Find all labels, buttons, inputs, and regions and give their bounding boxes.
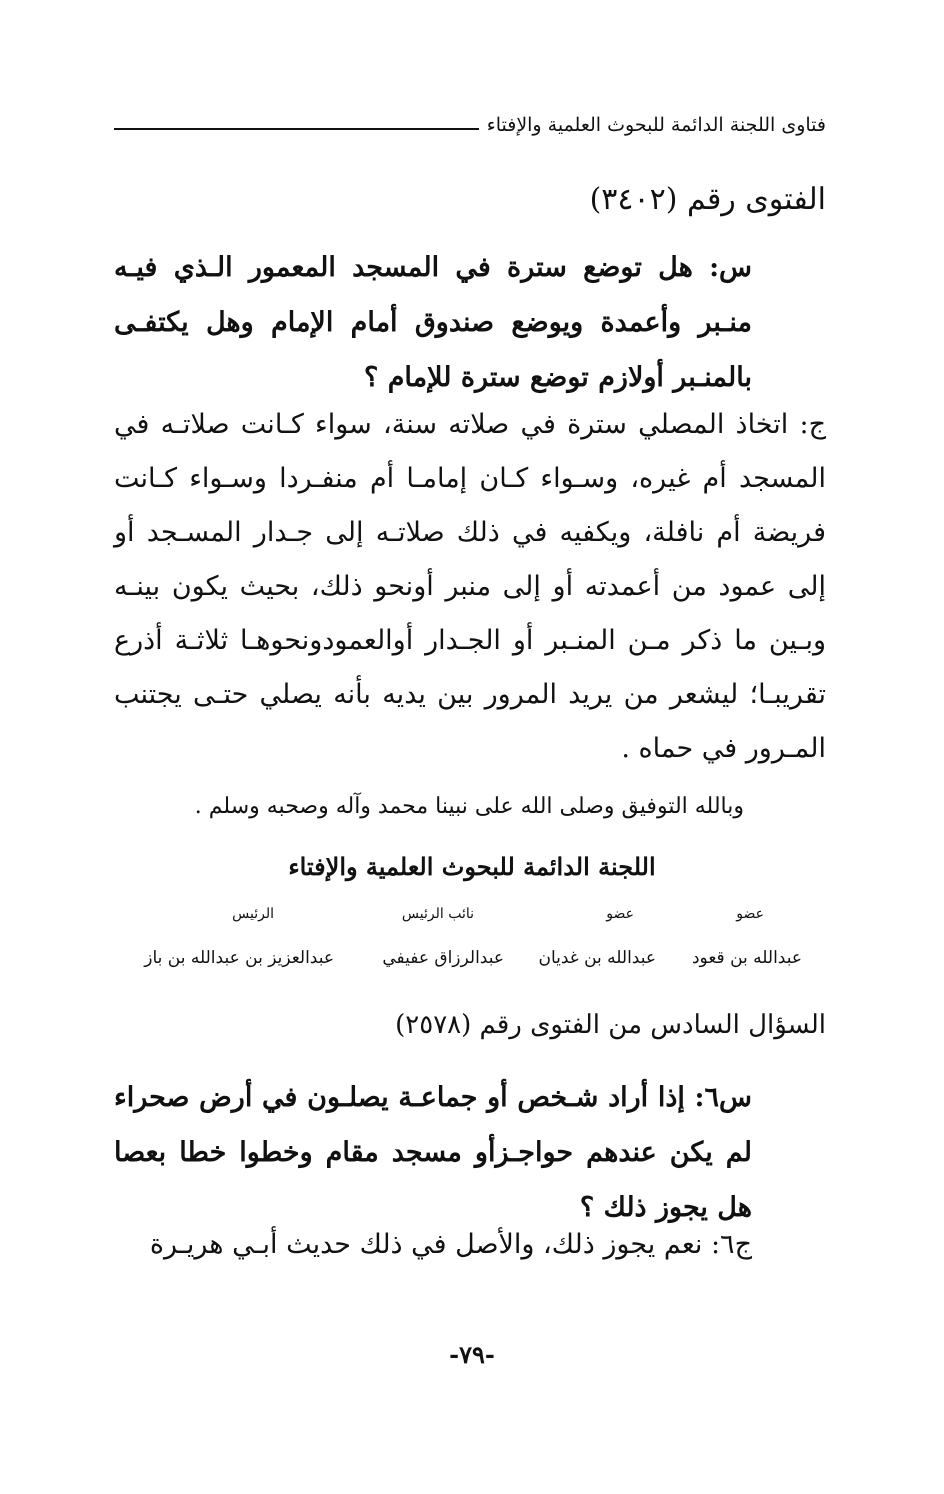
- signatory-name: عبدالله بن قعود: [691, 948, 802, 968]
- header-title: فتاوى اللجنة الدائمة للبحوث العلمية والإفتاء: [486, 114, 826, 136]
- second-question-heading: السؤال السادس من الفتوى رقم (٢٥٧٨): [395, 1010, 826, 1040]
- header-rule: [114, 128, 479, 130]
- signatory-role: نائب الرئيس: [401, 906, 474, 922]
- second-answer: ج٦: نعم يجوز ذلك، والأصل في ذلك حديث أبـي هريـرة: [149, 1229, 752, 1260]
- second-question: س٦: إذا أراد شـخص أو جماعـة يصلـون في أرض صحراء لم يكن عندهم حواجـزأو مسجد مقام وخطوا خطا بعصا هل يجوز ذلك ؟: [114, 1082, 752, 1223]
- signatory-name: عبدالرزاق عفيفي: [382, 948, 504, 968]
- fatwa-answer: ج: اتخاذ المصلي سترة في صلاته سنة، سواء كـانت صلاتـه في المسجد أم غيره، وسـواء كـان إمامـا أم منفـردا وسـواء كـانت فريضة أم نافلة، ويكفيه في ذلك صلاتـه إلى جـدار المسـجد أو إلى عمود من أعمدته أو إلى منبر أونحو ذلك، بحيث يكون بينـه وبـين ما ذكر مـن المنـبر أو الجـدار أوالعمودونحوهـا ثلاثـة أذرع تقريبـا؛ ليشعر من يريد المرور بين يديه بأنه يصلي حتـى يجتنب المـرور في حماه .: [114, 409, 826, 764]
- signatory-name: عبدالله بن غديان: [538, 948, 656, 968]
- signatory-role: عضو: [736, 906, 764, 922]
- signatory-role: عضو: [606, 906, 634, 922]
- fatwa-number-heading: الفتوى رقم (٣٤٠٢): [589, 182, 826, 217]
- fatwa-question: س: هل توضع سترة في المسجد المعمور الـذي فيـه منـبر وأعمدة ويوضع صندوق أمام الإمام وهل يكتفـى بالمنـبر أولازم توضع سترة للإمام ؟: [114, 252, 752, 393]
- signatory-role: الرئيس: [232, 906, 274, 922]
- running-header: [114, 114, 826, 136]
- committee-name: اللجنة الدائمة للبحوث العلمية والإفتاء: [288, 852, 656, 881]
- signatory-name: عبدالعزيز بن عبدالله بن باز: [144, 948, 334, 968]
- closing-prayer: وبالله التوفيق وصلى الله على نبينا محمد وآله وصحبه وسلم .: [194, 794, 744, 819]
- page-number: -٧٩-: [449, 1340, 495, 1369]
